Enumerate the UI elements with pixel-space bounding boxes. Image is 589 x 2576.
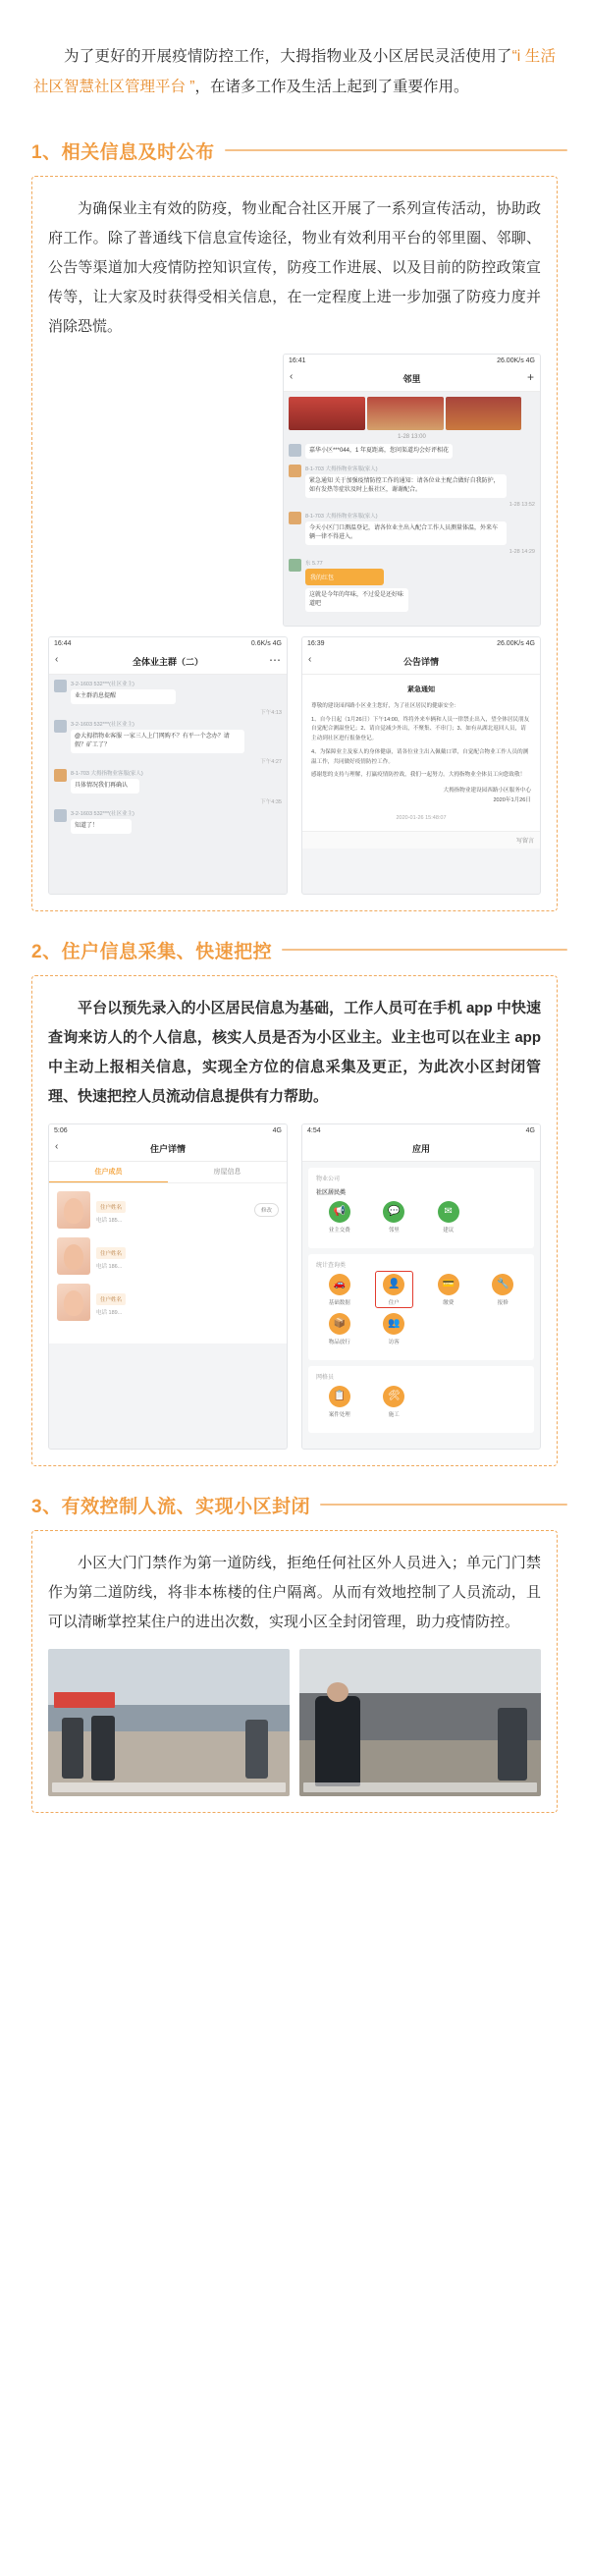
nav-title: 公告详情	[402, 656, 439, 667]
nav-bar	[49, 649, 287, 675]
notice-company: 大拇指物业建设园西路小区服务中心	[443, 788, 531, 795]
user-icon: 👤	[383, 1274, 404, 1295]
avatar	[289, 444, 301, 457]
group-caption: 物业公司	[316, 1176, 341, 1182]
nav-title: 邻里	[402, 373, 421, 384]
photo-guard	[299, 1649, 541, 1796]
nav-bar	[302, 1136, 540, 1162]
feed-timestamp: 1-28 13:00	[398, 433, 426, 440]
chat-message	[54, 769, 282, 794]
screenshot-apps	[301, 1124, 541, 1450]
section-1-heading	[31, 137, 567, 164]
feed-text: 嘉华小区***044，1 年夏距离，您问渠道均会好评相花	[305, 444, 453, 459]
chat-time: 下午4:13	[260, 709, 282, 716]
section-1-title: 相关信息及时公布	[61, 141, 215, 163]
notice-thanks: 感谢您的支持与理解，打赢疫情防控战，我们一起努力。大拇指物业全体员工向您致敬！	[311, 772, 526, 779]
section-1-paragraph: 为确保业主有效的防疫，物业配合社区开展了一系列宣传活动，协助政府工作。除了普通线下信息宣传途径，物业有效利用平台的邻里圈、邻聊、公告等渠道加大疫情防控知识宣传，防疫工作进展、以及目前的防控政策宣传等，让大家及时获得受相关信息，在一定程度上进一步加强了防疫力度并消除恐慌。	[48, 199, 541, 335]
list-item[interactable]	[57, 1237, 279, 1275]
status-indicators: 26.00K/s 4G	[497, 639, 535, 647]
reply-button[interactable]: 写留言	[302, 831, 540, 849]
section-3-paragraph: 小区大门门禁作为第一道防线，拒绝任何社区外人员进入；单元门门禁作为第二道防线，将非本栋楼的住户隔离。从而有效地控制了人员流动，且可以清晰掌控某住户的进出次数，实现小区全封闭管理，助力疫情防控。	[48, 1554, 541, 1630]
screenshot-row-2	[48, 636, 541, 895]
resident-phone: 电话 185...	[96, 1217, 123, 1224]
avatar	[289, 559, 301, 572]
app-item-visitor[interactable]	[367, 1313, 422, 1345]
screenshot-row-3	[48, 1124, 541, 1450]
tool-icon: 🛠	[383, 1386, 404, 1407]
screenshot-resident-detail	[48, 1124, 288, 1450]
chat-sender: 3-2-1603 532***(社区业主)	[71, 810, 134, 817]
app-label: 建议	[443, 1227, 455, 1233]
doc-icon: 📋	[329, 1386, 350, 1407]
group-caption: 网格员	[316, 1374, 335, 1381]
red-packet-icon[interactable]: 我的红包	[305, 569, 384, 585]
app-label: 住户	[388, 1299, 400, 1306]
wrench-icon: 🔧	[492, 1274, 513, 1295]
status-time: 16:44	[54, 639, 72, 647]
notice-content	[302, 675, 540, 832]
resident-phone: 电话 186...	[96, 1263, 123, 1270]
section-3-box	[31, 1530, 558, 1813]
photo-row	[48, 1649, 541, 1796]
feed-text: 这就是今年的年味，不过爱是还好味道吧	[305, 588, 408, 612]
notice-heading: 紧急通知	[407, 685, 435, 693]
section-1-number: 1、	[31, 141, 62, 163]
feed-sender: 8-1-703 大拇指物业客服(家人)	[304, 466, 378, 472]
app-label: 案件处理	[328, 1411, 350, 1418]
chat-message	[54, 680, 282, 704]
status-time: 16:39	[307, 639, 325, 647]
app-item-basic-data[interactable]	[312, 1274, 367, 1306]
app-item-repair[interactable]	[476, 1274, 531, 1306]
avatar	[54, 680, 67, 692]
app-grid	[302, 1162, 540, 1449]
photo-gate-check	[48, 1649, 290, 1796]
message-icon: ✉	[438, 1201, 459, 1223]
app-label: 邻里	[388, 1227, 400, 1233]
app-group-community	[308, 1168, 534, 1248]
section-3-title: 有效控制人流、实现小区封闭	[61, 1496, 311, 1517]
app-item-neighborhood[interactable]	[367, 1201, 422, 1233]
feed-item	[289, 444, 535, 459]
avatar	[289, 465, 301, 477]
screenshot-notice	[301, 636, 541, 895]
status-bar	[302, 637, 540, 649]
section-3-heading	[31, 1492, 567, 1518]
app-label: 报修	[497, 1299, 509, 1306]
car-icon: 🚗	[329, 1274, 350, 1295]
feed-timestamp: 1-28 13:52	[509, 501, 535, 508]
section-2	[0, 937, 589, 1466]
chat-sender: 8-1-703 大拇指物业客服(家人)	[71, 770, 143, 777]
section-3-rule	[320, 1504, 567, 1506]
avatar	[57, 1191, 90, 1229]
avatar	[289, 512, 301, 524]
more-icon[interactable]: ⋯	[269, 652, 281, 667]
status-bar	[284, 355, 540, 366]
feed-text: 紧急通知 关于加强疫情防控工作的通知：请各位业主配合做好自我防护，如有发热等症状及时上报社区，谢谢配合。	[305, 474, 507, 498]
section-3	[0, 1492, 589, 1813]
back-icon[interactable]: ‹	[55, 653, 59, 665]
section-3-number: 3、	[31, 1496, 62, 1517]
section-2-title: 住户信息采集、快速把控	[61, 941, 273, 962]
chat-time: 下午4:27	[260, 758, 282, 765]
nav-title: 应用	[411, 1143, 430, 1154]
chat-message	[54, 809, 282, 834]
app-item-suggestion[interactable]	[421, 1201, 476, 1233]
list-item[interactable]	[57, 1284, 279, 1321]
photo-caption	[52, 1782, 286, 1792]
back-icon[interactable]: ‹	[55, 1140, 59, 1152]
feed-text: 今天小区门口测温登记，请各位业主出入配合工作人员测量体温，外来车辆一律不得进入。	[305, 521, 507, 545]
status-indicators: 4G	[525, 1126, 535, 1134]
notice-lead: 尊敬的建设园西路小区业主您好，为了社区居民的健康安全：	[311, 702, 460, 709]
chat-sender: 3-2-1603 532***(社区业主)	[71, 721, 134, 728]
avatar	[54, 769, 67, 782]
section-2-paragraph: 平台以预先录入的小区居民信息为基础，工作人员可在手机 app 中快速查询来访人的个人信息，核实人员是否为小区业主。业主也可以在业主 app 中主动上报相关信息，实现全方位的信息采集及更正，为此次小区封闭管理、快速把控人员流动信息提供有力帮助。	[48, 999, 541, 1105]
tab-members[interactable]: 住户成员	[49, 1162, 168, 1182]
people-icon: 👥	[383, 1313, 404, 1335]
intro-text-before: 为了更好的开展疫情防控工作，大拇指物业及小区居民灵活使用了	[64, 47, 512, 65]
app-group-grid-staff	[308, 1366, 534, 1433]
app-item-payment[interactable]	[421, 1274, 476, 1306]
group-caption: 统计查询类	[316, 1262, 347, 1269]
avatar	[54, 809, 67, 822]
screenshot-group-chat	[48, 636, 288, 895]
photo-strip	[289, 397, 535, 430]
notice-stamp: 2020-01-26 15:48:07	[396, 814, 447, 821]
feed-sender: 东 5.77	[304, 560, 323, 567]
megaphone-icon: 📢	[329, 1201, 350, 1223]
feed-timestamp: 1-28 14:29	[509, 548, 535, 555]
app-label: 基础数据	[328, 1299, 350, 1306]
banner	[54, 1692, 115, 1708]
photo-caption	[303, 1782, 537, 1792]
chat-text: 知道了！	[71, 819, 132, 834]
status-indicators: 0.6K/s 4G	[250, 639, 282, 647]
app-item-case-handling[interactable]	[312, 1386, 367, 1418]
resident-name: 住户姓名	[96, 1293, 126, 1305]
intro-paragraph	[0, 16, 589, 112]
app-label: 物品放行	[328, 1339, 350, 1345]
app-label: 施工	[388, 1411, 400, 1418]
chat-sender: 3-2-1603 532***(社区业主)	[71, 681, 134, 687]
app-item-goods-release[interactable]	[312, 1313, 367, 1345]
screenshot-row-1	[48, 354, 541, 627]
section-1-box	[31, 176, 558, 911]
card-icon: 💳	[438, 1274, 459, 1295]
edit-button[interactable]: 修改	[254, 1203, 279, 1217]
tab-house-info[interactable]: 房屋信息	[213, 1168, 241, 1176]
resident-phone: 电话 189...	[96, 1309, 123, 1316]
feed-item	[289, 465, 535, 498]
notice-extra: 4、为保障业主及家人的身体健康，请各位业主出入佩戴口罩，自觉配合物业工作人员的测温工作，共同做好疫情防控工作。	[311, 748, 529, 765]
resident-list	[49, 1183, 287, 1343]
app-label: 缴费	[443, 1299, 455, 1306]
feed-item-redpacket[interactable]	[289, 559, 535, 612]
status-time: 16:41	[288, 356, 306, 364]
nav-bar	[284, 366, 540, 392]
section-2-rule	[282, 949, 567, 951]
app-label: 访客	[388, 1339, 400, 1345]
nav-title: 住户详情	[149, 1143, 186, 1154]
notice-date: 2020年1月26日	[493, 797, 531, 803]
chat-time: 下午4:35	[260, 798, 282, 805]
resident-tabs	[49, 1162, 287, 1183]
group-label: 社区居民类	[316, 1189, 347, 1196]
chat-text: @大拇指物业客服 一家三人上门网购不？有平一个念办？请假？矿工了？	[71, 730, 244, 753]
back-icon[interactable]: ‹	[289, 370, 294, 382]
list-item[interactable]	[57, 1191, 279, 1229]
chat-text: 具体情况我们再确认	[71, 779, 139, 794]
box-icon: 📦	[329, 1313, 350, 1335]
app-item-owner-pay[interactable]	[312, 1201, 367, 1233]
add-icon[interactable]: +	[526, 369, 534, 384]
status-indicators: 26.00K/s 4G	[497, 356, 535, 364]
resident-name: 住户姓名	[96, 1247, 126, 1259]
screenshot-neighborhood	[283, 354, 541, 627]
section-2-number: 2、	[31, 941, 62, 962]
back-icon[interactable]: ‹	[308, 653, 312, 665]
feed-sender: 8-1-703 大拇指物业客服(家人)	[304, 513, 378, 520]
avatar	[57, 1237, 90, 1275]
avatar	[54, 720, 67, 733]
section-1	[0, 137, 589, 911]
status-indicators: 4G	[272, 1126, 282, 1134]
section-2-box	[31, 975, 558, 1466]
feed-item	[289, 512, 535, 545]
app-item-resident[interactable]	[367, 1274, 422, 1306]
section-2-heading	[31, 937, 567, 963]
section-1-rule	[225, 149, 567, 151]
status-bar	[49, 637, 287, 649]
resident-name: 住户姓名	[96, 1201, 126, 1213]
status-time: 5:06	[54, 1126, 68, 1134]
app-group-statistics	[308, 1254, 534, 1360]
avatar	[57, 1284, 90, 1321]
status-bar	[302, 1124, 540, 1136]
app-item-construction[interactable]	[367, 1386, 422, 1418]
intro-quote: “i 生活社区智慧社区管理平台 ”	[33, 47, 556, 95]
notice-body: 1、自今日起（1月26日）下午14:00，终将外来车辆和人员一律禁止出入，望全体居民朋友自觉配合测温登记；2、请自觉减少外出，不聚集、不串门；3、如有从湖北返回人员，请主动到社区进行报备登记。	[311, 716, 530, 742]
chat-message	[54, 720, 282, 753]
nav-title: 全体业主群（二）	[132, 656, 203, 667]
chat-icon: 💬	[383, 1201, 404, 1223]
app-label: 业主交费	[328, 1227, 350, 1233]
intro-text-after: ，在诸多工作及生活上起到了重要作用。	[194, 78, 469, 95]
status-bar	[49, 1124, 287, 1136]
nav-bar	[302, 649, 540, 675]
nav-bar	[49, 1136, 287, 1162]
group-chat-feed	[49, 675, 287, 894]
status-time: 4:54	[307, 1126, 321, 1134]
neighborhood-feed	[284, 392, 540, 626]
chat-text: 业主群消息提醒	[71, 689, 176, 704]
